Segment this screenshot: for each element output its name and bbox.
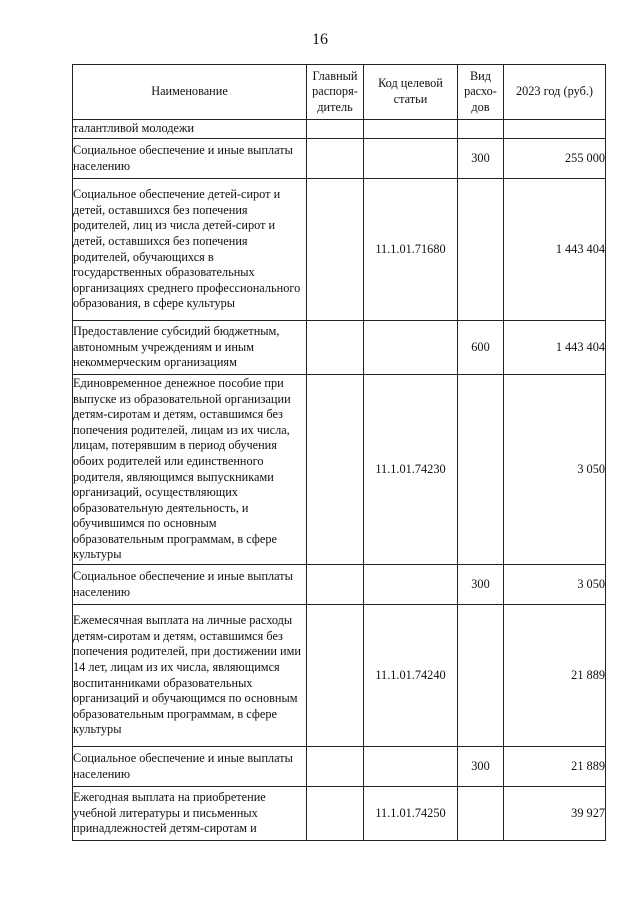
row-code — [364, 565, 458, 605]
row-amount: 3 050 — [504, 375, 606, 565]
row-amount — [504, 120, 606, 139]
table-row — [73, 605, 606, 747]
row-type: 300 — [458, 747, 504, 787]
table-row — [73, 375, 606, 565]
row-name: талантливой молодежи — [73, 120, 307, 139]
table-row — [73, 787, 606, 841]
row-type: 300 — [458, 565, 504, 605]
row-code: 11.1.01.74250 — [364, 787, 458, 841]
table-row — [73, 120, 606, 139]
page-number: 16 — [312, 31, 328, 48]
header-type: Вид расхо-дов — [458, 65, 504, 120]
row-admin — [307, 565, 364, 605]
row-admin — [307, 605, 364, 747]
row-type: 300 — [458, 139, 504, 179]
row-admin — [307, 375, 364, 565]
row-amount: 1 443 404 — [504, 321, 606, 375]
row-name: Предоставление субсидий бюджетным, автономным учреждениям и иным некоммерческим организациям — [73, 321, 307, 375]
table-row — [73, 139, 606, 179]
header-admin: Главный распоря-дитель — [307, 65, 364, 120]
row-name: Социальное обеспечение и иные выплаты населению — [73, 565, 307, 605]
row-code: 11.1.01.74230 — [364, 375, 458, 565]
row-code — [364, 747, 458, 787]
row-code — [364, 321, 458, 375]
row-type — [458, 375, 504, 565]
row-code: 11.1.01.74240 — [364, 605, 458, 747]
row-code — [364, 120, 458, 139]
table-header — [73, 65, 606, 120]
table-row — [73, 747, 606, 787]
row-amount: 3 050 — [504, 565, 606, 605]
table-body — [73, 120, 606, 841]
row-admin — [307, 179, 364, 321]
row-admin — [307, 321, 364, 375]
row-amount: 255 000 — [504, 139, 606, 179]
row-admin — [307, 747, 364, 787]
row-type — [458, 120, 504, 139]
row-type — [458, 605, 504, 747]
table-row — [73, 321, 606, 375]
row-name: Социальное обеспечение детей-сирот и детей, оставшихся без попечения родителей, лиц из числа детей-сирот и детей, оставшихся без попечения родителей, обучающихся в государственных образовательных организациях среднего профессионального образования, в сфере культуры — [73, 179, 307, 321]
row-type: 600 — [458, 321, 504, 375]
row-code — [364, 139, 458, 179]
table-row — [73, 565, 606, 605]
row-name: Социальное обеспечение и иные выплаты населению — [73, 747, 307, 787]
row-type — [458, 179, 504, 321]
header-row — [73, 65, 606, 120]
row-amount: 1 443 404 — [504, 179, 606, 321]
row-name: Социальное обеспечение и иные выплаты населению — [73, 139, 307, 179]
row-name: Ежегодная выплата на приобретение учебной литературы и письменных принадлежностей детям-сиротам и — [73, 787, 307, 841]
row-admin — [307, 139, 364, 179]
row-type — [458, 787, 504, 841]
header-amount: 2023 год (руб.) — [504, 65, 606, 120]
row-code: 11.1.01.71680 — [364, 179, 458, 321]
table-row — [73, 179, 606, 321]
row-name: Единовременное денежное пособие при выпуске из образовательной организации детям-сиротам и детям, оставшимся без попечения родителей, лицам из их числа, лицам, потерявшим в период обучения обоих родителей или единственного родителя, являющимся выпускниками организаций, осуществляющих образовательную деятельность, и обучившимся по основным образовательным программам, в сфере культуры — [73, 375, 307, 565]
row-amount: 21 889 — [504, 747, 606, 787]
row-admin — [307, 787, 364, 841]
header-name: Наименование — [73, 65, 307, 120]
budget-table — [72, 64, 606, 841]
row-admin — [307, 120, 364, 139]
header-code: Код целевой статьи — [364, 65, 458, 120]
row-amount: 39 927 — [504, 787, 606, 841]
row-amount: 21 889 — [504, 605, 606, 747]
row-name: Ежемесячная выплата на личные расходы детям-сиротам и детям, оставшимся без попечения родителей, при достижении ими 14 лет, лицам из их числа, являющимся воспитанниками образовательных организаций и обучающимся по основным образовательным программам, в сфере культуры — [73, 605, 307, 747]
